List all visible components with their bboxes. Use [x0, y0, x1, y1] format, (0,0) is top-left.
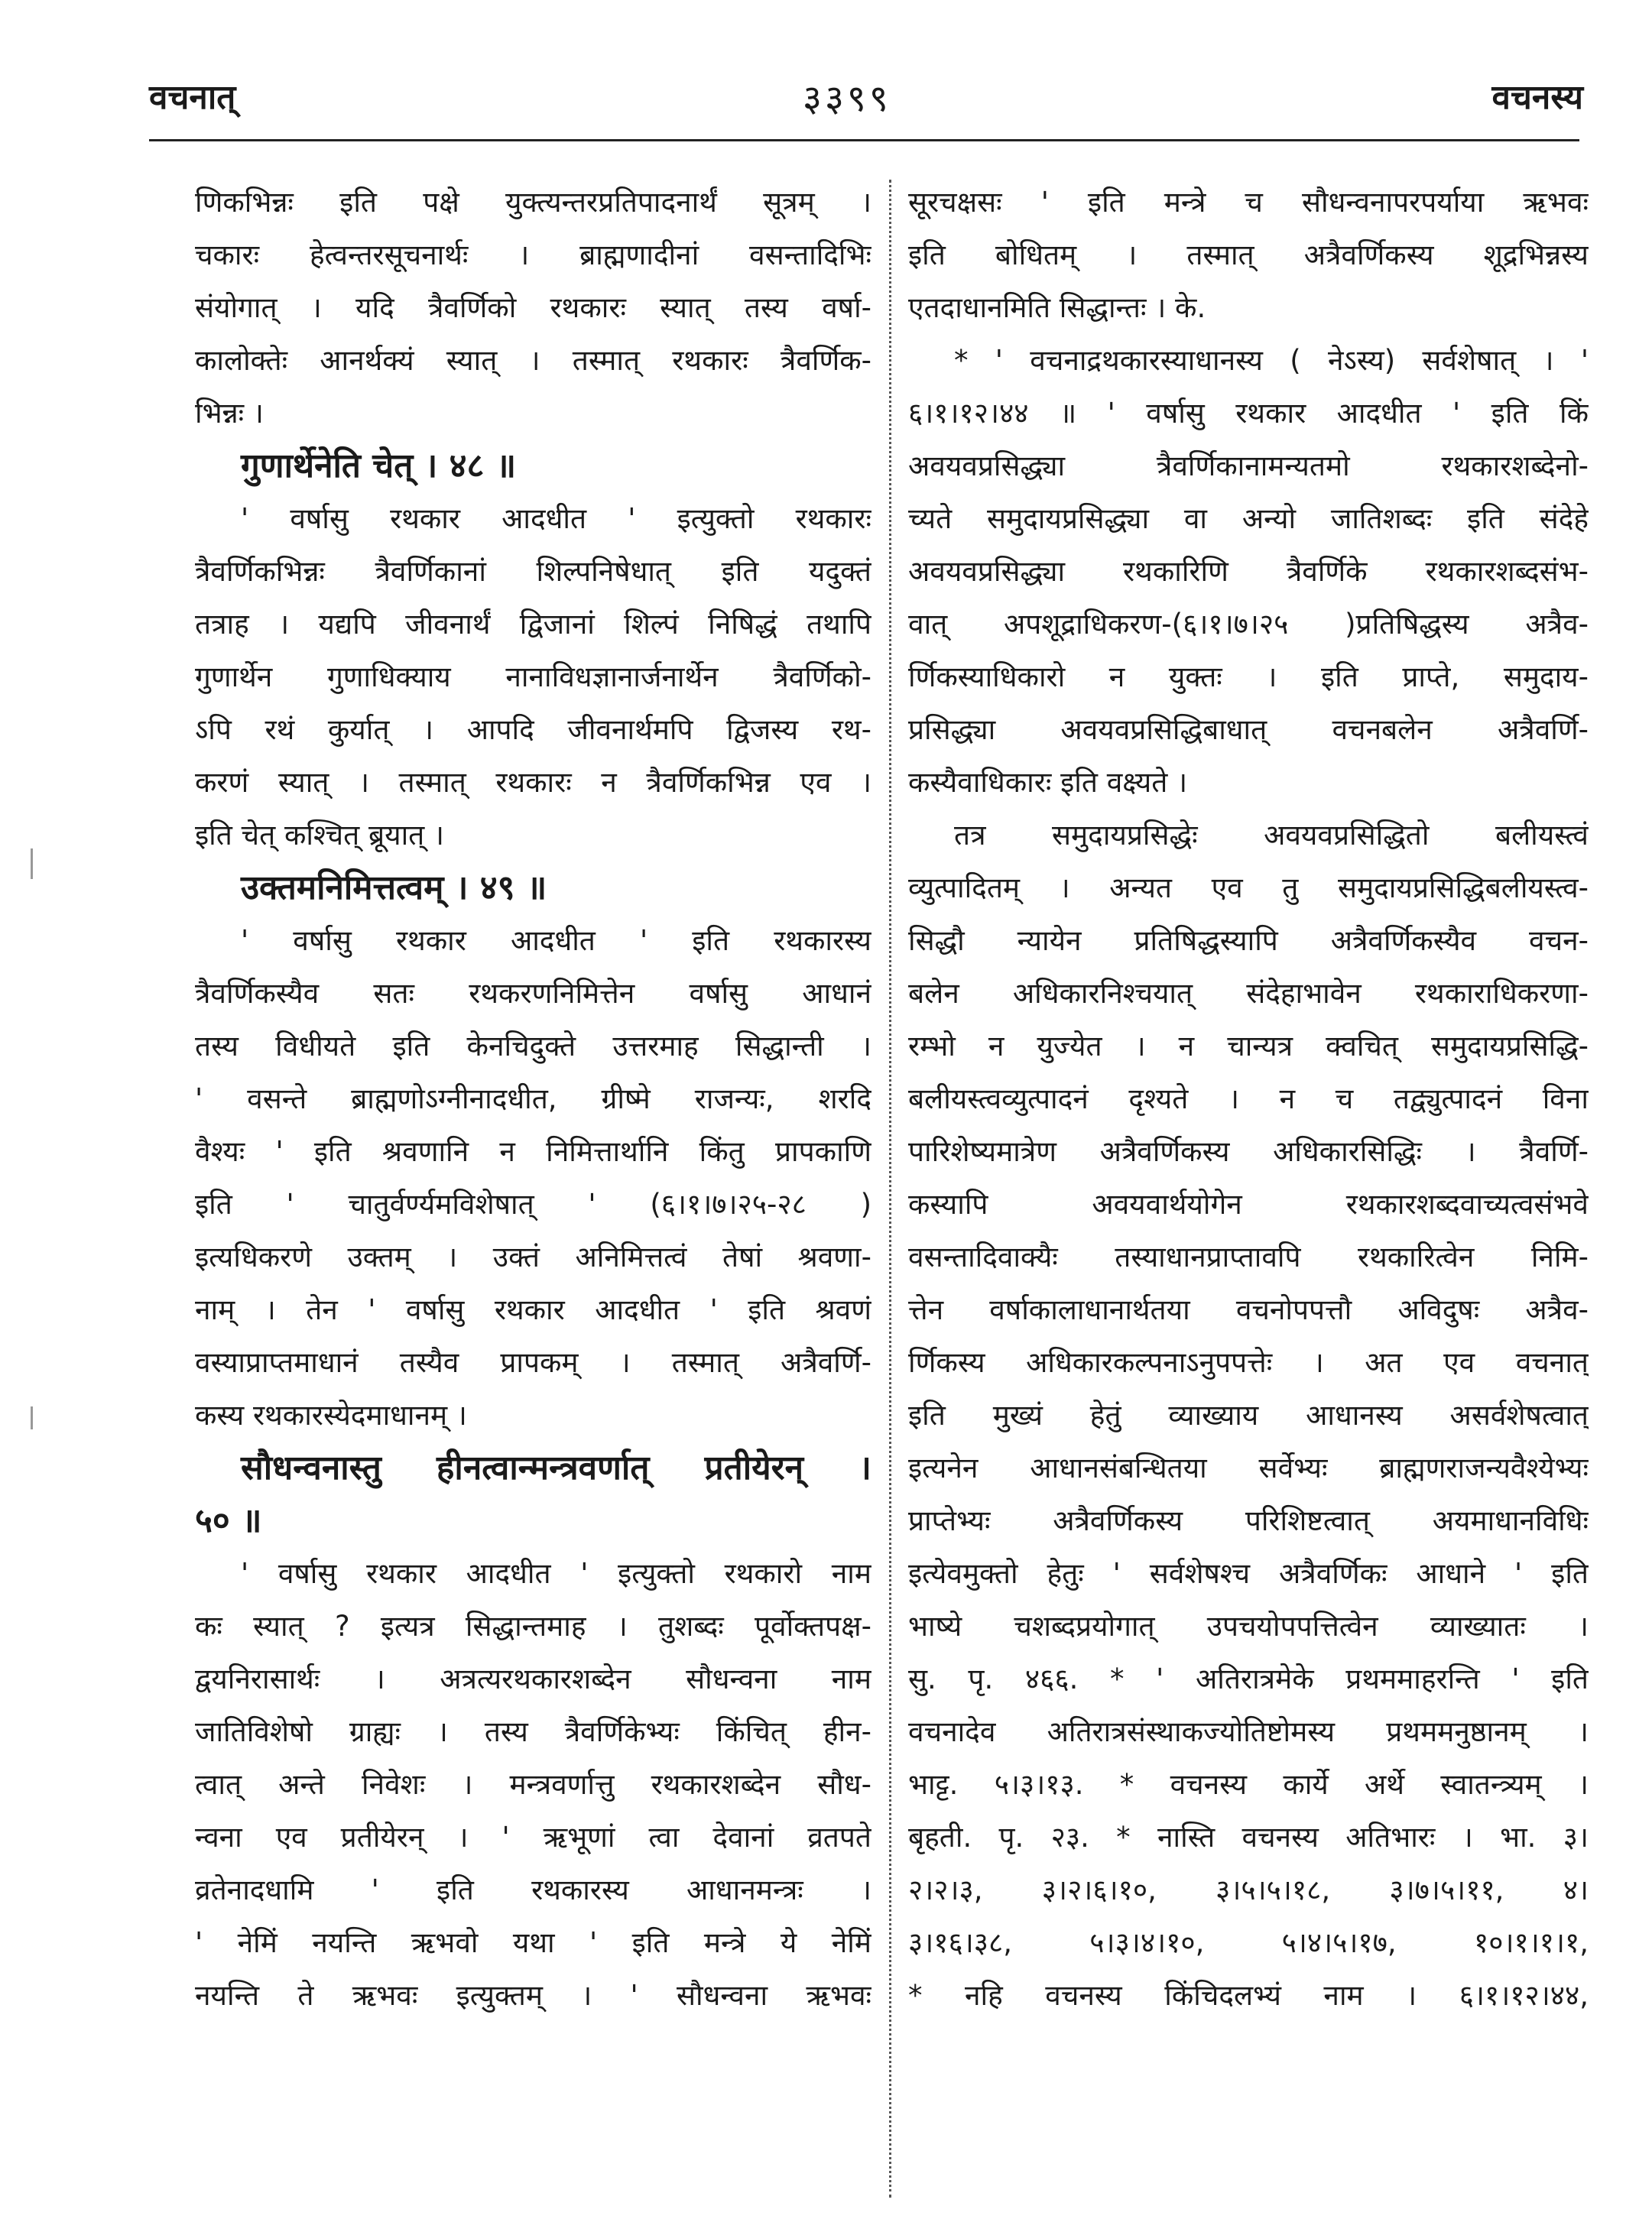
text-line: भाष्ये चशब्दप्रयोगात् उपचयोपपत्तित्वेन व्याख्यातः । — [908, 1610, 1589, 1643]
margin-mark — [31, 848, 33, 879]
text-line: इति बोधितम् । तस्मात् अत्रैवर्णिकस्य शूद्रभिन्नस्य — [908, 238, 1589, 271]
text-line: रम्भो न युज्येत । न चान्यत्र क्वचित् समुदायप्रसिद्धि- — [908, 1030, 1589, 1062]
header-rule — [149, 139, 1579, 141]
text-line: र्णिकस्य अधिकारकल्पनाऽनुपपत्तेः । अत एव वचनात् — [908, 1346, 1589, 1379]
text-line: भाट्ट. ५।३।१३. * वचनस्य कार्ये अर्थे स्वातन्त्र्यम् । — [908, 1768, 1589, 1801]
text-line: कस्यापि अवयवार्थयोगेन रथकारशब्दवाच्यत्वसंभवे — [908, 1188, 1589, 1221]
text-line: सिद्धौ न्यायेन प्रतिषिद्धस्यापि अत्रैवर्णिकस्यैव वचन- — [908, 924, 1589, 957]
text-line: सूरचक्षसः ' इति मन्त्रे च सौधन्वनापरपर्याया ऋभवः — [908, 186, 1589, 219]
text-line: तस्य विधीयते इति केनचिदुक्ते उत्तरमाह सिद्धान्ती । — [195, 1030, 871, 1062]
text-line: * ' वचनाद्रथकारस्याधानस्य ( नेऽस्य) सर्वशेषात् । ' — [954, 344, 1589, 377]
text-line: ' वसन्ते ब्राह्मणोऽग्नीनादधीत, ग्रीष्मे राजन्यः, शरदि — [195, 1082, 871, 1115]
text-line: जातिविशेषो ग्राह्यः । तस्य त्रैवर्णिकेभ्यः किंचित् हीन- — [195, 1715, 871, 1748]
text-line: ' वर्षासु रथकार आदधीत ' इति रथकारस्य — [241, 924, 871, 957]
text-line: व्रतेनादधामि ' इति रथकारस्य आधानमन्त्रः । — [195, 1873, 871, 1906]
text-line: सु. पृ. ४६६. * ' अतिरात्रमेके प्रथममाहरन्ति ' इति — [908, 1663, 1589, 1695]
text-line: नाम् । तेन ' वर्षासु रथकार आदधीत ' इति श्रवणं — [195, 1293, 871, 1326]
text-line: न्वना एव प्रतीयेरन् । ' ऋभूणां त्वा देवानां व्रतपते — [195, 1821, 871, 1854]
sutra-heading: गुणार्थेनेति चेत् । ४८ ॥ — [241, 446, 517, 485]
text-line: २।२।३, ३।२।६।१०, ३।५।५।१८, ३।७।५।११, ४। — [908, 1873, 1589, 1906]
text-line: त्वात् अन्ते निवेशः । मन्त्रवर्णात्तु रथकारशब्देन सौध- — [195, 1768, 871, 1801]
text-line: इति ' चातुर्वर्ण्यमविशेषात् ' (६।१।७।२५-२८ ) — [195, 1188, 871, 1221]
text-line: पारिशेष्यमात्रेण अत्रैवर्णिकस्य अधिकारसिद्धिः । त्रैवर्णि- — [908, 1135, 1589, 1168]
text-line: * नहि वचनस्य किंचिदलभ्यं नाम । ६।१।१२।४४, — [908, 1979, 1589, 2012]
sutra-heading: उक्तमनिमित्तत्वम् । ४९ ॥ — [241, 868, 547, 907]
text-line: अवयवप्रसिद्ध्या रथकारिणि त्रैवर्णिके रथकारशब्दसंभ- — [908, 555, 1589, 588]
text-line: वसन्तादिवाक्यैः तस्याधानप्राप्तावपि रथकारित्वेन निमि- — [908, 1241, 1589, 1273]
text-line: प्रसिद्ध्या अवयवप्रसिद्धिबाधात् वचनबलेन अत्रैवर्णि- — [908, 713, 1589, 746]
column-divider — [889, 180, 891, 2198]
text-line: कः स्यात् ? इत्यत्र सिद्धान्तमाह । तुशब्दः पूर्वोक्तपक्ष- — [195, 1610, 871, 1643]
text-line: गुणार्थेन गुणाधिक्याय नानाविधज्ञानार्जनार्थेन त्रैवर्णिको- — [195, 660, 871, 693]
text-line: संयोगात् । यदि त्रैवर्णिको रथकारः स्यात् तस्य वर्षा- — [195, 291, 871, 324]
text-line: इत्यधिकरणे उक्तम् । उक्तं अनिमित्तत्वं तेषां श्रवणा- — [195, 1241, 871, 1273]
text-line: करणं स्यात् । तस्मात् रथकारः न त्रैवर्णिकभिन्न एव । — [195, 766, 871, 799]
text-line: ६।१।१२।४४ ॥ ' वर्षासु रथकार आदधीत ' इति किं — [908, 397, 1589, 430]
text-line: त्रैवर्णिकभिन्नः त्रैवर्णिकानां शिल्पनिषेधात् इति यदुक्तं — [195, 555, 871, 588]
text-line: तत्र समुदायप्रसिद्धेः अवयवप्रसिद्धितो बलीयस्त्वं — [954, 819, 1589, 852]
text-line: ' नेमिं नयन्ति ऋभवो यथा ' इति मन्त्रे ये नेमिं — [195, 1926, 871, 1959]
text-line: चकारः हेत्वन्तरसूचनार्थः । ब्राह्मणादीनां वसन्तादिभिः — [195, 238, 871, 271]
margin-mark — [31, 1406, 33, 1429]
text-line: द्वयनिरासार्थः । अत्रत्यरथकारशब्देन सौधन्वना नाम — [195, 1663, 871, 1695]
text-line: बलीयस्त्वव्युत्पादनं दृश्यते । न च तद्व्युत्पादनं विना — [908, 1082, 1589, 1115]
text-line: इति मुख्यं हेतुं व्याख्याय आधानस्य असर्वशेषत्वात् — [908, 1399, 1589, 1432]
text-line: कालोक्तेः आनर्थक्यं स्यात् । तस्मात् रथकारः त्रैवर्णिक- — [195, 344, 871, 377]
text-line: भिन्नः । — [195, 397, 264, 430]
text-line: च्यते समुदायप्रसिद्ध्या वा अन्यो जातिशब्दः इति संदेहे — [908, 502, 1589, 535]
left-column — [195, 176, 871, 2022]
page-number: ३३९९ — [803, 77, 891, 120]
text-line: अवयवप्रसिद्ध्या त्रैवर्णिकानामन्यतमो रथकारशब्देनो- — [908, 449, 1589, 482]
text-line: वचनादेव अतिरात्रसंस्थाकज्योतिष्टोमस्य प्रथममनुष्ठानम् । — [908, 1715, 1589, 1748]
text-line: ऽपि रथं कुर्यात् । आपदि जीवनार्थमपि द्विजस्य रथ- — [195, 713, 871, 746]
text-line: वस्याप्राप्तमाधानं तस्यैव प्रापकम् । तस्मात् अत्रैवर्णि- — [195, 1346, 871, 1379]
text-line: ३।१६।३८, ५।३।४।१०, ५।४।५।१७, १०।१।१।१, — [908, 1926, 1589, 1959]
text-line: व्युत्पादितम् । अन्यत एव तु समुदायप्रसिद्धिबलीयस्त्व- — [908, 871, 1589, 904]
text-line: बलेन अधिकारनिश्चयात् संदेहाभावेन रथकाराधिकरणा- — [908, 977, 1589, 1010]
text-line: वैश्यः ' इति श्रवणानि न निमित्तार्थानि किंतु प्रापकाणि — [195, 1135, 871, 1168]
text-line: कस्यैवाधिकारः इति वक्ष्यते । — [908, 766, 1188, 799]
sutra-heading: सौधन्वनास्तु हीनत्वान्मन्त्रवर्णात् प्रतीयेरन् । — [241, 1449, 871, 1487]
text-line: नयन्ति ते ऋभवः इत्युक्तम् । ' सौधन्वना ऋभवः — [195, 1979, 871, 2012]
text-line: णिकभिन्नः इति पक्षे युक्त्यन्तरप्रतिपादनार्थं सूत्रम् । — [195, 186, 871, 219]
text-line: र्णिकस्याधिकारो न युक्तः । इति प्राप्ते, समुदाय- — [908, 660, 1589, 693]
text-line: कस्य रथकारस्येदमाधानम् । — [195, 1399, 467, 1432]
text-line: इत्यनेन आधानसंबन्धितया सर्वेभ्यः ब्राह्मणराजन्यवैश्येभ्यः — [908, 1452, 1589, 1484]
running-head-left: वचनात् — [149, 78, 236, 117]
text-line: तत्राह । यद्यपि जीवनार्थं द्विजानां शिल्पं निषिद्धं तथापि — [195, 608, 871, 641]
text-line: बृहती. पृ. २३. * नास्ति वचनस्य अतिभारः । भा. ३। — [908, 1821, 1589, 1854]
text-line: त्तेन वर्षाकालाधानार्थतया वचनोपपत्तौ अविदुषः अत्रैव- — [908, 1293, 1589, 1326]
text-line: इत्येवमुक्तो हेतुः ' सर्वशेषश्च अत्रैवर्णिकः आधाने ' इति — [908, 1557, 1589, 1590]
running-head-right: वचनस्य — [1491, 78, 1583, 117]
text-line: त्रैवर्णिकस्यैव सतः रथकरणनिमित्तेन वर्षासु आधानं — [195, 977, 871, 1010]
text-line: एतदाधानमिति सिद्धान्तः । के. — [908, 291, 1206, 324]
text-line: ' वर्षासु रथकार आदधीत ' इत्युक्तो रथकारो नाम — [241, 1557, 871, 1590]
text-line: प्राप्तेभ्यः अत्रैवर्णिकस्य परिशिष्टत्वात् अयमाधानविधिः — [908, 1504, 1589, 1537]
text-line: वात् अपशूद्राधिकरण-(६।१।७।२५ )प्रतिषिद्धस्य अत्रैव- — [908, 608, 1589, 641]
right-column — [908, 176, 1589, 2022]
sutra-number: ५० ॥ — [195, 1501, 262, 1540]
text-line: ' वर्षासु रथकार आदधीत ' इत्युक्तो रथकारः — [241, 502, 871, 535]
text-line: इति चेत् कश्चित् ब्रूयात् । — [195, 819, 445, 852]
